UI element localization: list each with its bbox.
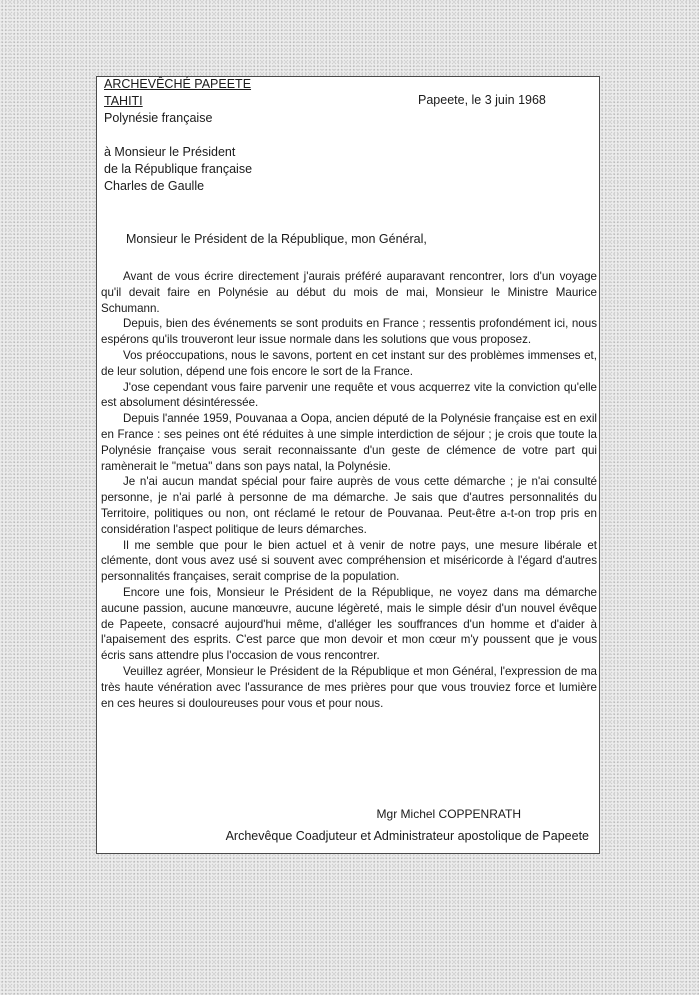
- sender-address: [104, 76, 251, 127]
- paragraph: Il me semble que pour le bien actuel et à venir de notre pays, une mesure libérale et clémente, dont vous avez usé si souvent avec compréhension et miséricorde à l'égard d'autres personnalités françaises, serait comprise de la population.: [101, 538, 597, 584]
- salutation: Monsieur le Président de la République, mon Général,: [126, 232, 427, 246]
- paragraph: Encore une fois, Monsieur le Président de la République, ne voyez dans ma démarche aucune passion, aucune manœuvre, aucune légèreté, mais le simple désir d'un nouvel évêque de Papeete, consacré aujourd'hui même, d'alléger les souffrances d'un homme et d'aider à l'apaisement des esprits. C'est parce que mon devoir et mon cœur m'y poussent que je vous écris sans attendre plus l'occasion de vous rencontrer.: [101, 585, 597, 663]
- letter-date: Papeete, le 3 juin 1968: [418, 93, 546, 107]
- paragraph: Depuis l'année 1959, Pouvanaa a Oopa, ancien député de la Polynésie française est en exil en France : ses peines ont été réduites à une simple interdiction de séjour ; je crois que toute la Polynésie française vous serait reconnaissante d'un geste de clémence de votre part qui ramènerait le "metua" dans son pays natal, la Polynésie.: [101, 412, 597, 473]
- sender-org: ARCHEVÊCHÉ PAPEETE: [104, 77, 252, 91]
- recipient-line: à Monsieur le Président: [104, 145, 236, 159]
- sender-region: Polynésie française: [104, 111, 213, 125]
- signature-name: Mgr Michel COPPENRATH: [376, 807, 521, 821]
- recipient-line: de la République française: [104, 162, 253, 176]
- recipient-name: Charles de Gaulle: [104, 179, 205, 193]
- paragraph: Depuis, bien des événements se sont produits en France ; ressentis profondément ici, nous espérons qu'ils trouveront leur issue normale dans les solutions que vous proposez.: [101, 317, 597, 347]
- paragraph: Veuillez agréer, Monsieur le Président de la République et mon Général, l'expression de ma très haute vénération avec l'assurance de mes prières pour que vous trouviez force et lumière en ces heures si douloureuses pour vous et pour nous.: [101, 664, 597, 710]
- paragraph: J'ose cependant vous faire parvenir une requête et vous acquerrez vite la conviction qu'elle est absolument désintéressée.: [101, 380, 597, 410]
- signature-title: Archevêque Coadjuteur et Administrateur apostolique de Papeete: [225, 829, 589, 843]
- letter-page: [96, 76, 600, 854]
- letter-body: [101, 269, 597, 711]
- paragraph: Je n'ai aucun mandat spécial pour faire auprès de vous cette démarche ; je n'ai consulté personne, je n'ai parlé à personne de ma démarche. Je sais que d'autres personnalités du Territoire, politiques ou non, ont réclamé le retour de Pouvanaa. Peut-être a-t-on trop pris en considération l'aspect politique de leurs démarches.: [101, 475, 597, 536]
- recipient-address: [104, 144, 252, 195]
- paragraph: Avant de vous écrire directement j'aurais préféré auparavant rencontrer, lors d'un voyage qu'il devait faire en Polynésie au début du mois de mai, Monsieur le Ministre Maurice Schumann.: [101, 270, 597, 315]
- sender-location: TAHITI: [104, 94, 143, 108]
- paragraph: Vos préoccupations, nous le savons, portent en cet instant sur des problèmes immenses et, de leur solution, dépend une fois encore le sort de la France.: [101, 348, 597, 378]
